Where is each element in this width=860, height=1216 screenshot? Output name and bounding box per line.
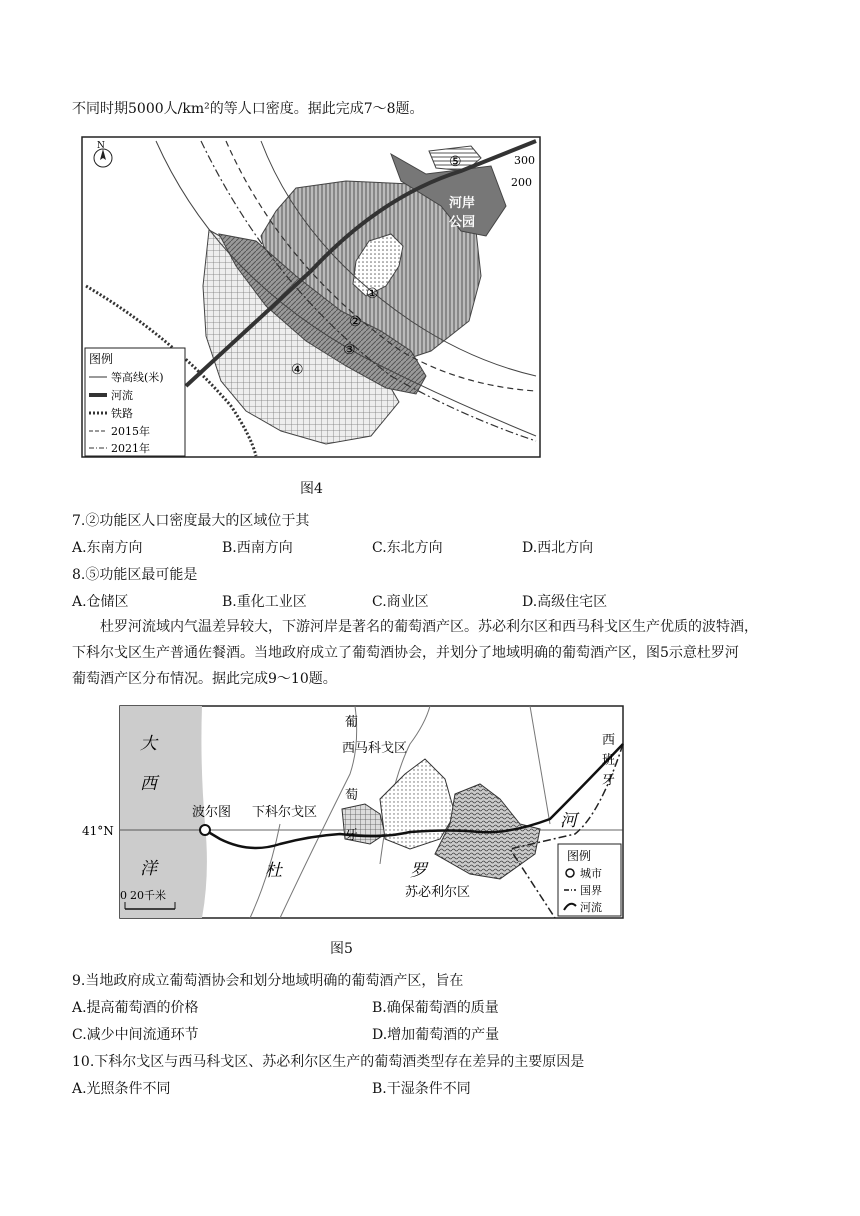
latitude-label: 41°N: [82, 824, 114, 838]
zone-1-label: ①: [366, 286, 379, 302]
river-char-1: 杜: [265, 861, 282, 881]
q9-stem: 9.当地政府成立葡萄酒协会和划分地域明确的葡萄酒产区，旨在: [72, 973, 464, 989]
legend-title: 图例: [89, 352, 114, 366]
ocean-char-1: 大: [140, 734, 157, 754]
portugal-char-2: 萄: [345, 788, 359, 803]
scale-0: 0: [120, 889, 127, 902]
q7-option-a[interactable]: A.东南方向: [72, 540, 143, 556]
fig4-caption: 图4: [300, 481, 323, 497]
q7-option-b[interactable]: B.西南方向: [222, 540, 293, 556]
figure-5-map: [80, 704, 625, 920]
q9-option-d[interactable]: D.增加葡萄酒的产量: [372, 1027, 500, 1043]
fig5-legend: [558, 844, 621, 916]
park-label-2: 公园: [449, 215, 476, 230]
legend-2021: 2021年: [111, 442, 150, 455]
q10-option-b[interactable]: B.干湿条件不同: [372, 1081, 471, 1097]
zone-3-label: ③: [343, 342, 356, 358]
q9-option-a[interactable]: A.提高葡萄酒的价格: [72, 1000, 199, 1016]
river-char-3: 河: [560, 811, 577, 831]
q7-option-c[interactable]: C.东北方向: [372, 540, 443, 556]
legend5-border: 国界: [580, 884, 602, 897]
ocean-char-3: 洋: [140, 859, 157, 879]
q7-option-d[interactable]: D.西北方向: [522, 540, 594, 556]
zone-4-label: ④: [291, 362, 304, 378]
q9-option-b[interactable]: B.确保葡萄酒的质量: [372, 1000, 499, 1016]
intro-line: 不同时期5000人/km²的等人口密度。据此完成7～8题。: [72, 101, 424, 117]
fig5-caption: 图5: [330, 941, 353, 957]
q8-option-d[interactable]: D.高级住宅区: [522, 594, 608, 610]
spain-char-1: 西: [602, 733, 616, 748]
q8-option-b[interactable]: B.重化工业区: [222, 594, 307, 610]
legend5-title: 图例: [567, 849, 592, 863]
q9-option-c[interactable]: C.减少中间流通环节: [72, 1027, 199, 1043]
spain-char-2: 班: [602, 753, 616, 768]
ocean-char-2: 西: [140, 774, 157, 794]
q10-stem: 10.下科尔戈区与西马科戈区、苏必利尔区生产的葡萄酒类型存在差异的主要原因是: [72, 1054, 585, 1070]
portugal-char-3: 牙: [345, 828, 359, 843]
portugal-char-1: 葡: [345, 715, 359, 730]
contour-300-label: 300: [514, 154, 535, 167]
superior-label: 苏必利尔区: [405, 885, 471, 900]
zone-5-label: ⑤: [449, 154, 462, 170]
lower-corgo-label: 下科尔戈区: [252, 805, 318, 820]
scale-20: 20千米: [130, 889, 166, 902]
north-label: N: [97, 141, 105, 151]
passage-line-3: 葡萄酒产区分布情况。据此完成9～10题。: [72, 671, 337, 687]
porto-city-icon: [200, 825, 210, 835]
q8-option-a[interactable]: A.仓储区: [72, 594, 129, 610]
river-char-2: 罗: [410, 861, 427, 881]
contour-200-label: 200: [511, 176, 532, 189]
legend-railway: 铁路: [111, 407, 133, 420]
zone-2-label: ②: [349, 314, 362, 330]
fig4-legend: [85, 348, 185, 456]
legend5-river: 河流: [580, 901, 602, 914]
legend-river: 河流: [111, 389, 133, 402]
q8-option-c[interactable]: C.商业区: [372, 594, 429, 610]
city-label: 波尔图: [192, 805, 232, 820]
spain-char-3: 牙: [602, 773, 616, 788]
passage-line-1: 杜罗河流域内气温差异较大，下游河岸是著名的葡萄酒产区。苏必利尔区和西马科戈区生产优质的波特酒，: [100, 619, 758, 635]
passage: [72, 614, 802, 692]
q8-stem: 8.⑤功能区最可能是: [72, 567, 198, 583]
cima-corgo-label: 西马科戈区: [342, 741, 408, 756]
q7-stem: 7.②功能区人口密度最大的区域位于其: [72, 513, 310, 529]
passage-line-2: 下科尔戈区生产普通佐餐酒。当地政府成立了葡萄酒协会，并划分了地域明确的葡萄酒产区，图5示意杜罗河: [72, 645, 739, 661]
park-label-1: 河岸: [449, 196, 476, 211]
legend-2015: 2015年: [111, 425, 150, 438]
legend5-city: 城市: [580, 867, 602, 880]
figure-4-map: [81, 136, 541, 458]
q10-option-a[interactable]: A.光照条件不同: [72, 1081, 171, 1097]
legend-contour: 等高线(米): [111, 371, 164, 384]
